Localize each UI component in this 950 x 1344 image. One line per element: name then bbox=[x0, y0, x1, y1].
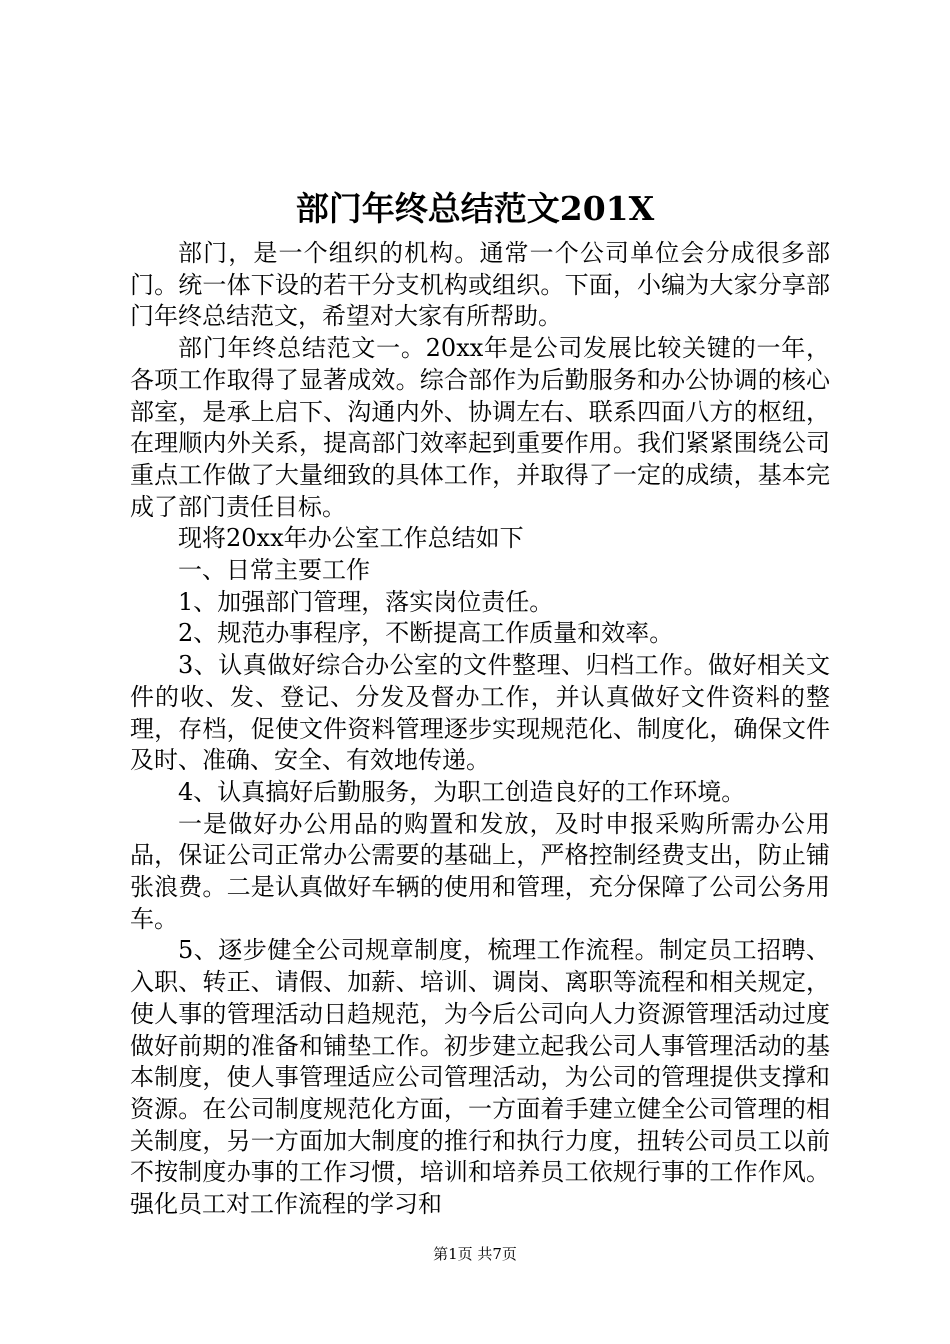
list-item-4: 4、认真搞好后勤服务，为职工创造良好的工作环境。 bbox=[178, 777, 746, 806]
document-body bbox=[130, 238, 830, 1221]
list-item-4-detail: 一是做好办公用品的购置和发放，及时申报采购所需办公用品，保证公司正常办公需要的基础上，严格控制经费支出，防止铺张浪费。二是认真做好车辆的使用和管理，充分保障了公司公务用车。 bbox=[130, 809, 830, 933]
paragraph-intro: 部门，是一个组织的机构。通常一个公司单位会分成很多部门。统一体下设的若干分支机构或组织。下面，小编为大家分享部门年终总结范文，希望对大家有所帮助。 bbox=[130, 239, 830, 331]
document-title: 部门年终总结范文201X bbox=[295, 189, 655, 228]
paragraph-sample-one: 部门年终总结范文一。20xx年是公司发展比较关键的一年，各项工作取得了显著成效。综合部作为后勤服务和办公协调的核心部室，是承上启下、沟通内外、协调左右、联系四面八方的枢纽，在理顺内外关系，提高部门效率起到重要作用。我们紧紧围绕公司重点工作做了大量细致的具体工作，并取得了一定的成绩，基本完成了部门责任目标。 bbox=[130, 334, 830, 521]
section-heading-daily-work: 一、日常主要工作 bbox=[178, 556, 370, 585]
list-item-5: 5、逐步健全公司规章制度，梳理工作流程。制定员工招聘、入职、转正、请假、加薪、培训、调岗、离职等流程和相关规定，使人事的管理活动日趋规范，为今后公司向人力资源管理活动过度做好前期的准备和铺垫工作。初步建立起我公司人事管理活动的基本制度，使人事管理适应公司管理活动，为公司的管理提供支撑和资源。在公司制度规范化方面，一方面着手建立健全公司管理的相关制度，另一方面加大制度的推行和执行力度，扭转公司员工以前不按制度办事的工作习惯，培训和培养员工依规行事的工作作风。强化员工对工作流程的学习和 bbox=[130, 936, 830, 1219]
list-item-1: 1、加强部门管理，落实岗位责任。 bbox=[178, 587, 554, 616]
list-item-3: 3、认真做好综合办公室的文件整理、归档工作。做好相关文件的收、发、登记、分发及督办工作，并认真做好文件资料的整理，存档，促使文件资料管理逐步实现规范化、制度化，确保文件及时、准确、安全、有效地传递。 bbox=[130, 651, 830, 775]
list-item-2: 2、规范办事程序，不断提高工作质量和效率。 bbox=[178, 619, 674, 648]
paragraph-summary-lead: 现将20xx年办公室工作总结如下 bbox=[178, 524, 524, 553]
page-number-footer: 第1页 共7页 bbox=[433, 1245, 517, 1263]
